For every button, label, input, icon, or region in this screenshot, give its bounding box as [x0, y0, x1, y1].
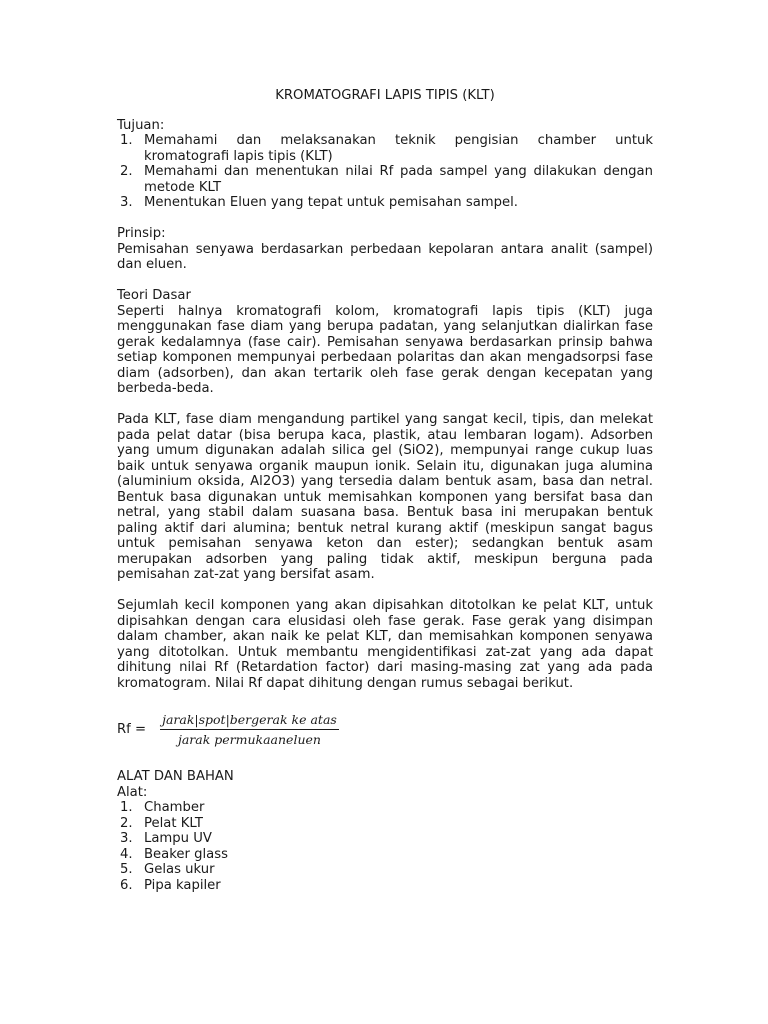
list-item: 3. Menentukan Eluen yang tepat untuk pemisahan sampel. [120, 195, 518, 210]
formula-denominator: jarak permukaaneluen [177, 732, 321, 747]
tujuan-label: Tujuan: [117, 117, 165, 133]
alat-bahan-heading: ALAT DAN BAHAN [117, 769, 234, 784]
alat-label: Alat: [117, 784, 148, 800]
list-item: 3. Lampu UV [120, 831, 212, 846]
list-item: 2. Memahami dan menentukan nilai Rf pada sampel yang dilakukan dengan metode KLT [120, 164, 653, 195]
list-item: 1. Chamber [120, 800, 205, 815]
teori-paragraph-2: Pada KLT, fase diam mengandung partikel yang sangat kecil, tipis, dan melekat pada pelat datar (bisa berupa kaca, plastik, atau lembaran logam). Adsorben yang umum digunakan adalah silica gel (SiO2), mempunyai range cukup luas baik untuk senyawa organik maupun ionik. Selain itu, digunakan juga alumina (aluminium oksida, Al2O3) yang tersedia dalam bentuk asam, basa dan netral. Bentuk basa digunakan untuk memisahkan komponen yang bersifat basa dan netral, yang stabil dalam suasana basa. Bentuk basa ini merupakan bentuk paling aktif dari alumina; bentuk netral kurang aktif (meskipun sangat bagus untuk pemisahan senyawa keton dan ester); sedangkan bentuk asam merupakan adsorben yang paling tidak aktif, meskipun berguna pada pemisahan zat-zat yang bersifat asam. [117, 412, 653, 582]
teori-paragraph-1: Seperti halnya kromatografi kolom, kromatografi lapis tipis (KLT) juga menggunakan fase diam yang berupa padatan, yang selanjutkan dialirkan fase gerak kedalamnya (fase cair). Pemisahan senyawa berdasarkan prinsip bahwa setiap komponen mempunyai perbedaan polaritas dan akan mengadsorpsi fase diam (adsorben), dan akan tertarik oleh fase gerak dengan kecepatan yang berbeda-beda. [117, 303, 653, 396]
list-item: 6. Pipa kapiler [120, 877, 221, 893]
formula-fraction [160, 712, 339, 747]
fraction-bar [160, 729, 339, 730]
list-item: 4. Beaker glass [120, 846, 228, 862]
prinsip-text: Pemisahan senyawa berdasarkan perbedaan kepolaran antara analit (sampel) dan eluen. [117, 241, 653, 272]
list-item: 1. Memahami dan melaksanakan teknik pengisian chamber untuk kromatografi lapis tipis (KLT) [120, 133, 653, 164]
tujuan-list [117, 133, 653, 211]
list-item: 2. Pelat KLT [120, 815, 203, 831]
document-title: KROMATOGRAFI LAPIS TIPIS (KLT) [275, 88, 495, 103]
list-item: 5. Gelas ukur [120, 862, 215, 877]
teori-label: Teori Dasar [117, 288, 191, 303]
document-content [117, 88, 653, 893]
teori-paragraph-3: Sejumlah kecil komponen yang akan dipisahkan ditotolkan ke pelat KLT, untuk dipisahkan dengan cara elusidasi oleh fase gerak. Fase gerak yang disimpan dalam chamber, akan naik ke pelat KLT, dan memisahkan komponen senyawa yang ditotolkan. Untuk membantu mengidentifikasi zat-zat yang ada dapat dihitung nilai Rf (Retardation factor) dari masing-masing zat yang ada pada kromatogram. Nilai Rf dapat dihitung dengan rumus sebagai berikut. [117, 598, 653, 691]
alat-list [117, 800, 653, 893]
formula-numerator: jarak|spot|bergerak ke atas [162, 712, 337, 727]
rf-formula [117, 712, 653, 747]
prinsip-label: Prinsip: [117, 226, 166, 241]
formula-lhs: Rf = [117, 721, 147, 737]
